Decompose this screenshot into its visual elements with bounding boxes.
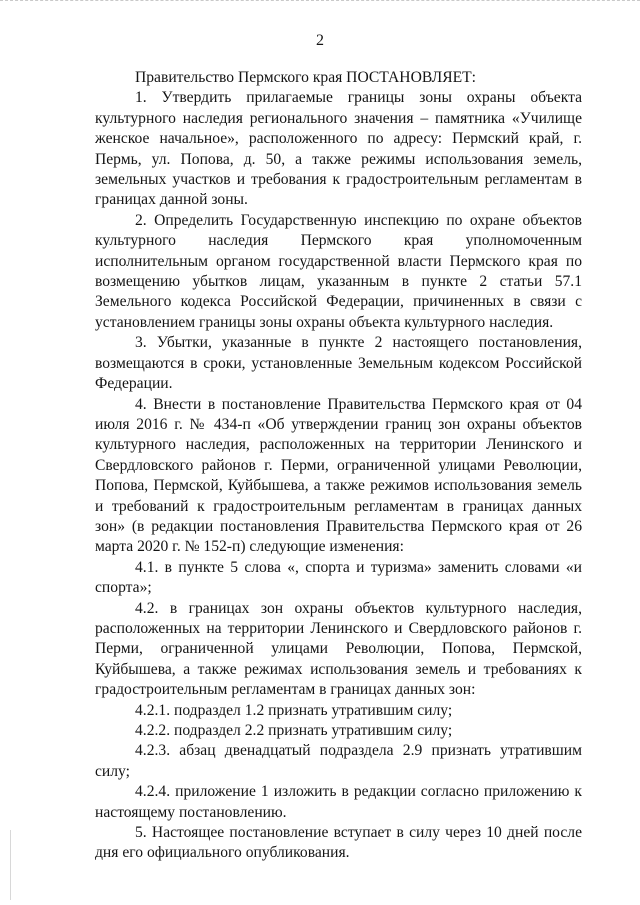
paragraph-4-2: 4.2. в границах зон охраны объектов культурного наследия, расположенных на территории Ленинского и Свердловского районов г. Перми, ограниченной улицами Революции, Попова, Пермской, Куйбышева, а также режимах использования земель и требованиях к градостроительным регламентам в границах данных зон:	[95, 599, 582, 699]
paragraph-4-1: 4.1. в пункте 5 слова «, спорта и туризма» заменить словами «и спорта»;	[95, 558, 582, 597]
paragraph-1: 1. Утвердить прилагаемые границы зоны охраны объекта культурного наследия регионального значения – памятника «Училище женское начальное», расположенного по адресу: Пермский край, г. Пермь, ул. Попова, д. 50, а также режимы использования земель, земельных участков и требования к градостроительным регламентам в границах данной зоны.	[95, 89, 582, 209]
preamble: Правительство Пермского края ПОСТАНОВЛЯЕТ:	[135, 69, 476, 86]
page-number: 2	[316, 32, 324, 49]
document-body	[95, 68, 582, 864]
scan-edge-top	[0, 0, 640, 4]
paragraph-4-2-1: 4.2.1. подраздел 1.2 признать утратившим силу;	[135, 701, 453, 719]
paragraph-4: 4. Внести в постановление Правительства Пермского края от 04 июля 2016 г. № 434-п «Об утверждении границ зон охраны объектов культурного наследия, расположенных на территории Ленинского и Свердловского районов г. Перми, ограниченной улицами Революции, Попова, Пермской, Куйбышева, а также режимов использования земель и требований к градостроительным регламентам в границах данных зон» (в редакции постановления Правительства Пермского края от 26 марта 2020 г. № 152-п) следующие изменения:	[95, 395, 582, 556]
paragraph-4-2-2: 4.2.2. подраздел 2.2 признать утратившим силу;	[135, 722, 453, 739]
scan-edge-left	[10, 830, 11, 900]
paragraph-4-2-3: 4.2.3. абзац двенадцатый подраздела 2.9 признать утратившим силу;	[95, 742, 582, 780]
paragraph-4-2-4: 4.2.4. приложение 1 изложить в редакции согласно приложению к настоящему постановлению.	[95, 783, 582, 821]
paragraph-5: 5. Настоящее постановление вступает в силу через 10 дней после дня его официального опубликования.	[95, 824, 582, 862]
paragraph-2: 2. Определить Государственную инспекцию по охране объектов культурного наследия Пермского края уполномоченным исполнительным органом государственной власти Пермского края по возмещению убытков лицам, указанным в пункте 2 статьи 57.1 Земельного кодекса Российской Федерации, причиненных в связи с установлением границы зоны охраны объекта культурного наследия.	[95, 211, 582, 331]
paragraph-3: 3. Убытки, указанные в пункте 2 настоящего постановления, возмещаются в сроки, установленные Земельным кодексом Российской Федерации.	[95, 334, 582, 393]
